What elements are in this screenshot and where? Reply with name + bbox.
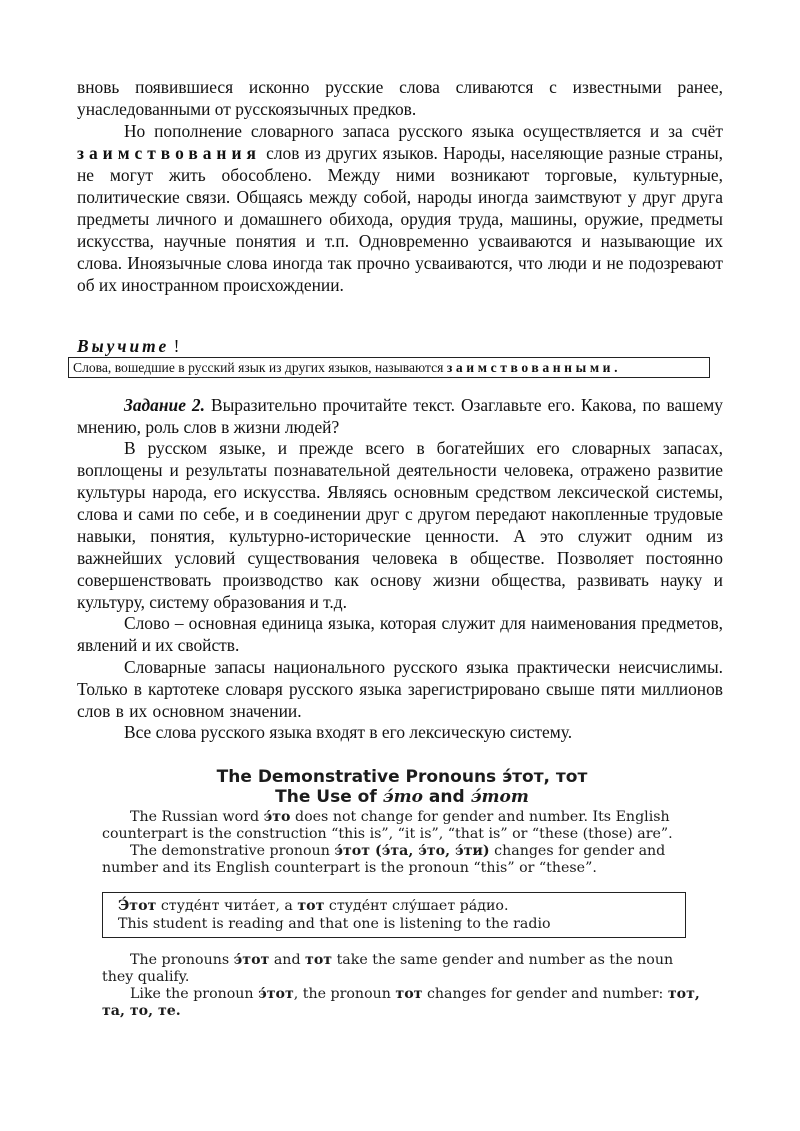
scan-title-2-word-a: э́то bbox=[382, 787, 423, 807]
scan-title-2-word-b: э́тот bbox=[470, 787, 529, 807]
paragraph-vocabulary: В русском языке, и прежде всего в богатейших его словарных запасах, воплощены и результаты познавательной деятельности человека, отражено развитие культуры народа, его искусства. Являясь основным средством лексической системы, слова и сами по себе, и в соединении друг с другом передают накопленные трудовые навыки, понятия, культурно-исторические ценности. А это служит одним из важнейших условий существования человека в обществе. Позволяет постоянно совершенствовать производство как основу жизни общества, развивать науку и культуру, систему образования и т.д. bbox=[77, 438, 723, 612]
textbook-scan bbox=[102, 767, 702, 1020]
scan-p4-word-2: тот bbox=[395, 986, 423, 1002]
example-box bbox=[102, 892, 686, 938]
scan-title-2 bbox=[102, 787, 702, 807]
scan-paragraph-2 bbox=[102, 843, 702, 877]
scan-p3-rest: take the same gender and number as the noun they qualify. bbox=[102, 952, 674, 985]
paragraph-reserves: Словарные запасы национального русского языка практически неисчислимы. Только в картотеке словаря русского языка зарегистрировано свыше пяти миллионов слов в их основном значении. bbox=[77, 657, 723, 721]
task-2 bbox=[77, 394, 723, 438]
learn-label: Выучите bbox=[77, 336, 170, 356]
scan-p3-mid: and bbox=[269, 952, 306, 968]
scan-p4-forms: тот, та, то, те. bbox=[102, 986, 700, 1019]
rule-box bbox=[68, 357, 710, 378]
rule-text: Слова, вошедшие в русский язык из других языков, называются bbox=[73, 360, 447, 375]
paragraph-continuation: вновь появившиеся исконно русские слова сливаются с известными ранее, унаследованными от русскоязычных предков. bbox=[77, 77, 723, 119]
paragraph-lexical-system: Все слова русского языка входят в его лексическую систему. bbox=[124, 722, 573, 742]
paragraph-borrowing bbox=[77, 120, 723, 296]
scan-title-1: The Demonstrative Pronouns э́тот, тот bbox=[216, 767, 588, 787]
scan-p2-pre: The demonstrative pronoun bbox=[130, 843, 335, 859]
scan-p1-word: э́то bbox=[263, 809, 291, 825]
learn-heading bbox=[77, 335, 179, 357]
scan-p4-rest: changes for gender and number: bbox=[422, 986, 668, 1002]
example-word-1: Э́тот bbox=[118, 898, 157, 914]
paragraph-word-definition: Слово – основная единица языка, которая служит для наименования предметов, явлений и их свойств. bbox=[77, 613, 723, 655]
paragraph-borrowing-rest: слов из других языков. Народы, населяющие разные страны, не могут жить обособлено. Между ними возникают торговые, культурные, политические связи. Общаясь между собой, народы иногда заимствуют у друг друга предметы личного и домашнего обихода, орудия труда, машины, оружие, предметы искусства, научные понятия и т.п. Одновременно усваиваются и называющие их слова. Иноязычные слова иногда так прочно усваиваются, что люди и не подозревают об их иностранном происхождении. bbox=[77, 143, 723, 295]
term-borrowing: заимствования bbox=[77, 143, 261, 163]
scan-p1-pre: The Russian word bbox=[130, 809, 264, 825]
example-word-2: тот bbox=[297, 898, 325, 914]
example-english: This student is reading and that one is listening to the radio bbox=[118, 916, 551, 932]
scan-p2-rest: changes for gender and number and its English counterpart is the pronoun “this” or “these”. bbox=[102, 843, 666, 876]
scan-p3-word-2: тот bbox=[305, 952, 333, 968]
scan-p2-word: э́тот (э́та, э́то, э́ти) bbox=[334, 843, 490, 859]
scan-p3-word-1: э́тот bbox=[233, 952, 270, 968]
scan-title-2-pre: The Use of bbox=[275, 787, 383, 807]
scan-p4-pre: Like the pronoun bbox=[130, 986, 259, 1002]
example-russian bbox=[118, 897, 685, 915]
scan-p4-word-1: э́тот bbox=[258, 986, 294, 1002]
scan-p1-rest: does not change for gender and number. Its English counterpart is the construction “this is”, “it is”, “that is” or “these (those) are”. bbox=[102, 809, 673, 842]
paragraph-borrowing-line1: Но пополнение словарного запаса русского языка осуществляется и за счёт bbox=[124, 121, 723, 141]
learn-mark: ! bbox=[173, 336, 180, 356]
rule-term: заимствованными. bbox=[446, 360, 622, 375]
scan-paragraph-1 bbox=[102, 809, 702, 843]
scan-p3-pre: The pronouns bbox=[130, 952, 234, 968]
scan-paragraph-4 bbox=[102, 986, 702, 1020]
scan-paragraph-3 bbox=[102, 952, 702, 986]
task-2-text: Выразительно прочитайте текст. Озаглавьте его. Какова, по вашему мнению, роль слов в жизни людей? bbox=[77, 395, 723, 437]
example-text-1: студе́нт чита́ет, а bbox=[156, 898, 298, 914]
task-2-label: Задание 2. bbox=[124, 395, 205, 415]
example-text-2: студе́нт слу́шает ра́дио. bbox=[324, 898, 509, 914]
scan-title-2-mid: and bbox=[422, 787, 471, 807]
scan-p4-mid: , the pronoun bbox=[293, 986, 396, 1002]
